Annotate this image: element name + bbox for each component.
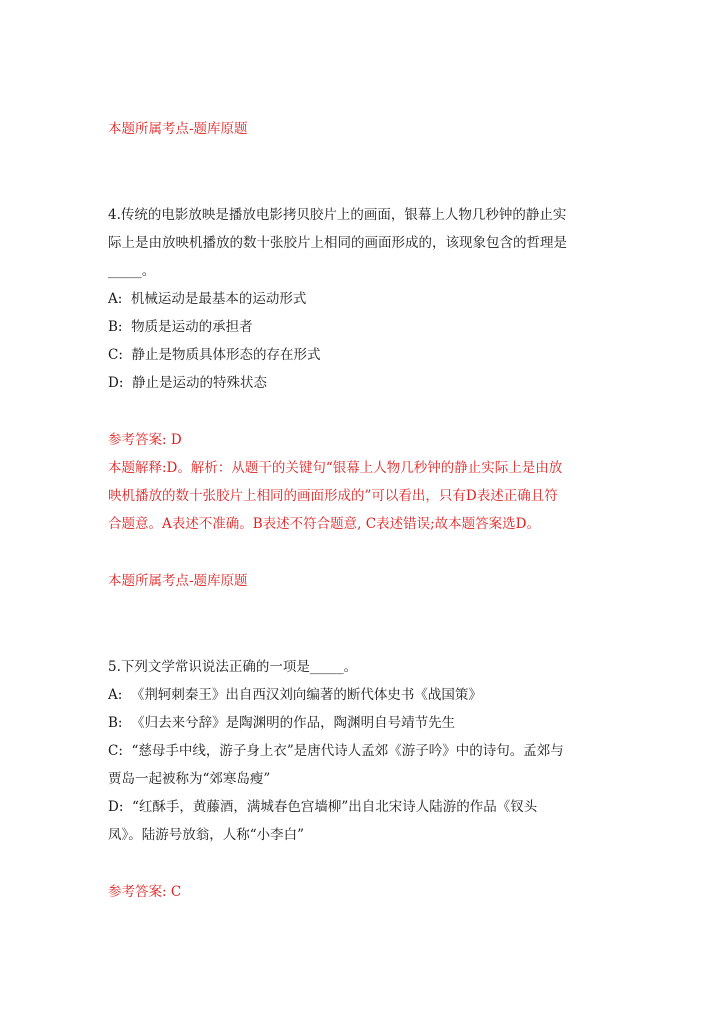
option-a: [108, 685, 482, 705]
option-label: B:: [108, 319, 123, 335]
option-c-continuation: 贾岛一起被称为“郊寒岛瘦”: [108, 771, 271, 787]
option-b: [108, 713, 455, 733]
option-text: “慈母手中线，游子身上衣”是唐代诗人孟郊《游子吟》中的诗句。孟郊与: [131, 743, 564, 759]
question-number: 5.: [108, 659, 121, 675]
option-text: 物质是运动的承担者: [131, 319, 253, 335]
option-label: B:: [108, 715, 123, 731]
option-text: 《归去来兮辞》是陶渊明的作品，陶渊明自号靖节先生: [131, 715, 456, 731]
explanation-line-1: 本题解释:D。解析：从题干的关键句“银幕上人物几秒钟的静止实际上是由放: [108, 460, 563, 476]
option-d: [108, 797, 537, 817]
option-text: 机械运动是最基本的运动形式: [130, 291, 307, 307]
question-4-line-2: 际上是由放映机播放的数十张胶片上相同的画面形成的，该现象包含的哲理是: [108, 235, 567, 251]
question-text: 传统的电影放映是播放电影拷贝胶片上的画面，银幕上人物几秒钟的静止实: [120, 207, 567, 223]
option-d: [108, 373, 267, 393]
option-label: C:: [108, 743, 123, 759]
topic-tag: 本题所属考点-题库原题: [108, 573, 248, 589]
explanation-line-2: 映机播放的数十张胶片上相同的画面形成的”可以看出，只有D表述正确且符: [108, 488, 558, 504]
option-label: A:: [108, 291, 123, 307]
option-label: D:: [108, 375, 124, 391]
question-text: 下列文学常识说法正确的一项是_____。: [120, 659, 358, 675]
option-text: “红酥手，黄藤酒，满城春色宫墙柳”出自北宋诗人陆游的作品《钗头: [131, 799, 538, 815]
option-label: D:: [108, 799, 124, 815]
explanation-line-3: 合题意。A表述不准确。B表述不符合题意, C表述错误;故本题答案选D。: [108, 516, 540, 532]
reference-answer: 参考答案: C: [108, 884, 182, 900]
topic-tag: 本题所属考点-题库原题: [108, 121, 248, 137]
option-label: A:: [108, 687, 123, 703]
option-text: 静止是物质具体形态的存在形式: [131, 347, 321, 363]
option-b: [108, 317, 253, 337]
reference-answer: 参考答案: D: [108, 432, 182, 448]
option-c: [108, 345, 320, 365]
option-c: [108, 741, 564, 761]
option-d-continuation: 凤》。陆游号放翁，人称“小李白”: [108, 827, 305, 843]
option-text: 静止是运动的特殊状态: [131, 375, 267, 391]
question-number: 4.: [108, 207, 121, 223]
question-4-line-1: [108, 205, 566, 225]
question-5-line-1: [108, 657, 357, 677]
option-a: [108, 289, 306, 309]
question-4-line-3: _____。: [108, 263, 156, 279]
option-text: 《荆轲刺秦王》出自西汉刘向编著的断代体史书《战国策》: [130, 687, 482, 703]
option-label: C:: [108, 347, 123, 363]
